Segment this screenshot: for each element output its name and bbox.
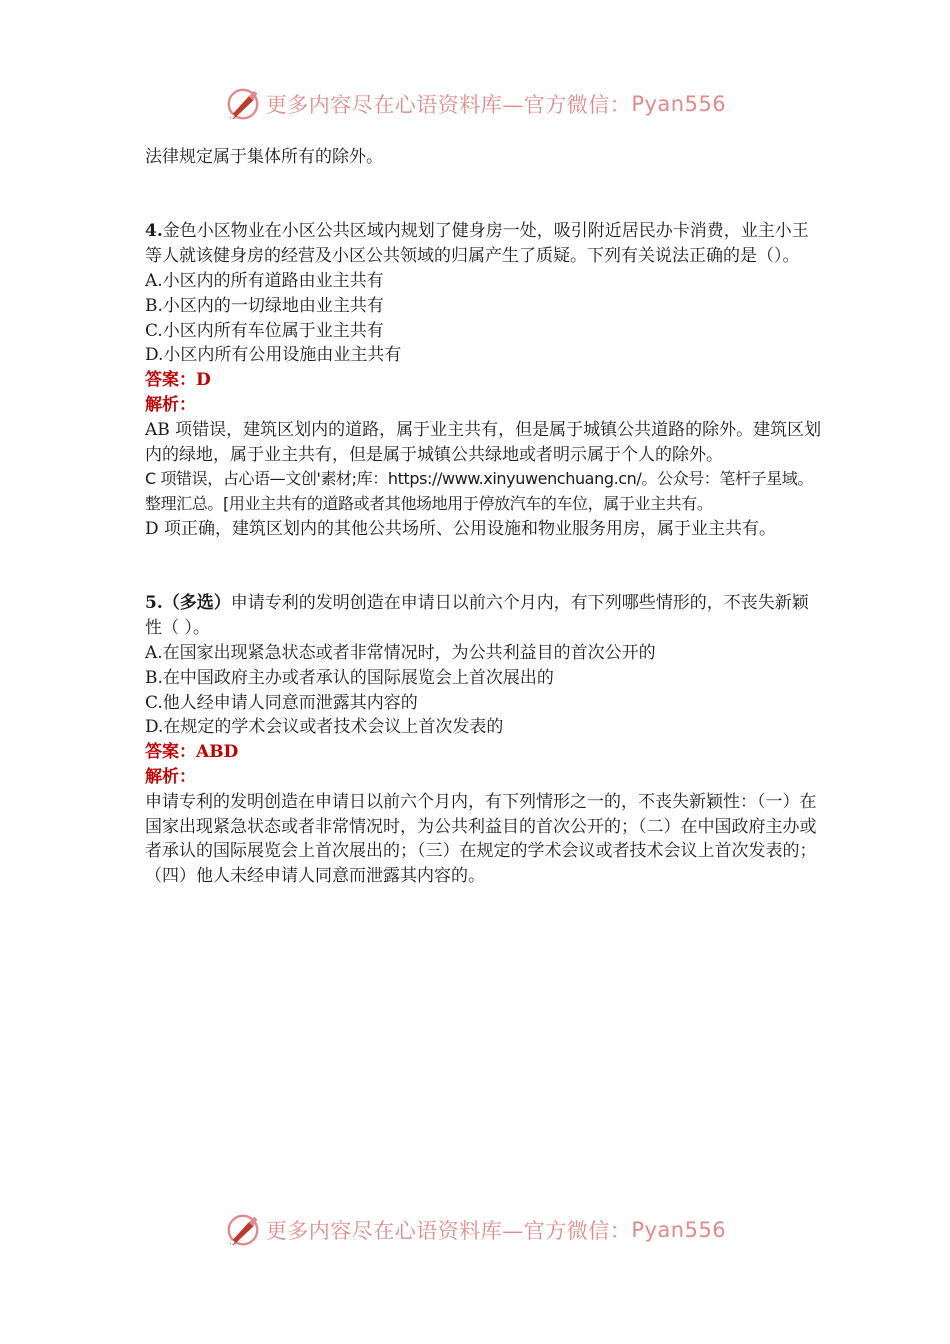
option-c: C.小区内所有车位属于业主共有 (145, 320, 384, 341)
option-b: B.在中国政府主办或者承认的国际展览会上首次展出的 (145, 667, 554, 688)
analysis-label: 解析： (145, 394, 196, 415)
pen-nib-logo-icon (224, 1211, 262, 1249)
answer-label: 答案：D (145, 370, 211, 391)
analysis-label: 解析： (145, 766, 196, 787)
option-a: A.在国家出现紧急状态或者非常情况时，为公共利益目的首次公开的 (145, 642, 656, 663)
footer-watermark-banner (0, 1208, 950, 1252)
question-number: 5. (145, 593, 163, 614)
analysis-paragraph: AB 项错误，建筑区划内的道路，属于业主共有，但是属于城镇公共道路的除外。建筑区划内的绿地，属于业主共有，但是属于城镇公共绿地或者明示属于个人的除外。 (145, 419, 822, 465)
intro-line: 法律规定属于集体所有的除外。 (145, 147, 383, 167)
multi-select-tag: （多选） (162, 593, 231, 614)
question-text: 金色小区物业在小区公共区域内规划了健身房一处，吸引附近居民办卡消费，业主小王等人就该健身房的经营及小区公共领域的归属产生了质疑。下列有关说法正确的是（）。 (145, 221, 809, 267)
banner-text: 更多内容尽在心语资料库—官方微信： (265, 93, 632, 117)
banner-wechat-id: Pyan556 (631, 92, 727, 116)
analysis-paragraph: D 项正确，建筑区划内的其他公共场所、公用设施和物业服务用房，属于业主共有。 (145, 518, 777, 539)
option-d: D.小区内所有公用设施由业主共有 (145, 345, 402, 366)
analysis-paragraph: 申请专利的发明创造在申请日以前六个月内，有下列情形之一的，不丧失新颖性：（一）在国家出现紧急状态或者非常情况时，为公共利益目的首次公开的；（二）在中国政府主办或者承认的国际展览会上首次展出的；（三）在规定的学术会议或者技术会议上首次发表的；（四）他人未经申请人同意而泄露其内容的。 (145, 791, 817, 887)
question-4 (145, 219, 825, 541)
document-body (145, 145, 825, 889)
question-5 (145, 591, 825, 889)
question-number: 4. (145, 221, 163, 242)
banner-text: 更多内容尽在心语资料库—官方微信： (265, 1219, 632, 1243)
analysis-paragraph: C 项错误，占心语—文创'素材;库：https://www.xinyuwenchuang.cn/。公众号：笔杆子星域。整理汇总。[用业主共有的道路或者其他场地用于停放汽车的车位，属于业主共有。 (145, 469, 814, 514)
pen-nib-logo-icon (224, 85, 262, 123)
header-watermark-banner (0, 82, 950, 126)
question-text: 申请专利的发明创造在申请日以前六个月内，有下列哪些情形的，不丧失新颖性（ ）。 (145, 593, 809, 639)
banner-wechat-id: Pyan556 (631, 1218, 727, 1242)
question-5-stem (145, 591, 825, 641)
option-c: C.他人经申请人同意而泄露其内容的 (145, 692, 418, 713)
option-a: A.小区内的所有道路由业主共有 (145, 270, 384, 291)
option-b: B.小区内的一切绿地由业主共有 (145, 295, 384, 316)
question-4-stem (145, 219, 825, 269)
answer-label: 答案：ABD (145, 742, 239, 763)
option-d: D.在规定的学术会议或者技术会议上首次发表的 (145, 717, 504, 738)
